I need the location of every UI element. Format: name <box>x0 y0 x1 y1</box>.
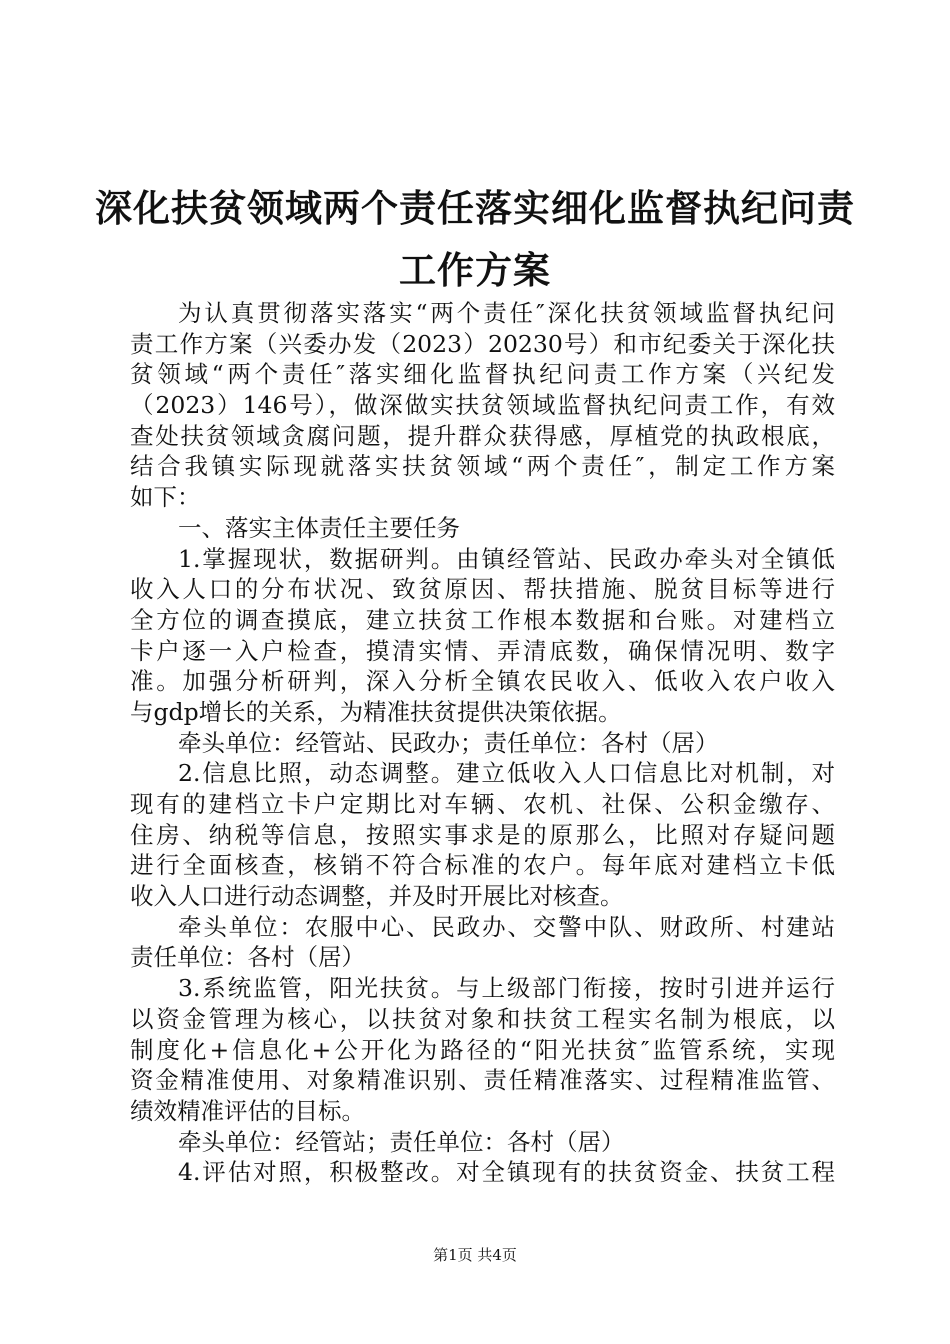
body-text-line: 为认真贯彻落实落实“两个责任″深化扶贫领域监督执纪问 <box>178 299 835 327</box>
body-text-line: 准。加强分析研判，深入分析全镇农民收入、低收入农户收入 <box>130 667 835 696</box>
body-text-line: 结合我镇实际现就落实扶贫领域“两个责任″，制定工作方案 <box>130 452 835 481</box>
body-text-line: 责任单位：各村（居） <box>130 943 365 972</box>
body-text-line: 卡户逐一入户检查，摸清实情、弄清底数，确保情况明、数字 <box>130 636 835 665</box>
body-text-line: 绩效精准评估的目标。 <box>130 1096 365 1125</box>
body-text-line: 收入人口的分布状况、致贫原因、帮扶措施、脱贫目标等进行 <box>130 575 835 604</box>
body-text-line: 现有的建档立卡户定期比对车辆、农机、社保、公积金缴存、 <box>130 790 835 818</box>
body-text-line: 进行全面核查，核销不符合标准的农户。每年底对建档立卡低 <box>130 851 835 880</box>
document-title-line-1: 深化扶贫领域两个责任落实细化监督执纪问责 <box>95 186 855 230</box>
body-text-line: 3.系统监管，阳光扶贫。与上级部门衔接，按时引进并运行 <box>178 974 835 1003</box>
document-body <box>130 298 835 1188</box>
body-text-line: 与gdp增长的关系，为精准扶贫提供决策依据。 <box>130 697 622 726</box>
body-text-line: 4.评估对照，积极整改。对全镇现有的扶贫资金、扶贫工程 <box>178 1158 835 1187</box>
body-text-line: 以资金管理为核心，以扶贫对象和扶贫工程实名制为根底，以 <box>130 1004 835 1033</box>
body-text-line: 责工作方案（兴委办发（2023）20230号）和市纪委关于深化扶 <box>130 329 835 358</box>
body-text-line: （2023）146号），做深做实扶贫领域监督执纪问责工作，有效 <box>130 391 835 420</box>
body-text-line: 查处扶贫领域贪腐问题，提升群众获得感，厚植党的执政根底， <box>130 421 835 450</box>
body-text-line: 贫领域“两个责任″落实细化监督执纪问责工作方案（兴纪发 <box>130 360 835 389</box>
body-text-line: 1.掌握现状，数据研判。由镇经管站、民政办牵头对全镇低 <box>178 544 835 573</box>
body-text-line: 收入人口进行动态调整，并及时开展比对核查。 <box>130 882 624 911</box>
document-title-line-2: 工作方案 <box>399 248 551 292</box>
body-text-line: 如下： <box>130 483 201 512</box>
page-footer: 第1页 共4页 <box>433 1246 517 1264</box>
body-text-line: 牵头单位：农服中心、民政办、交警中队、财政所、村建站 <box>178 912 835 941</box>
body-text-line: 住房、纳税等信息，按照实事求是的原那么，比照对存疑问题 <box>130 820 835 849</box>
body-text-line: 一、落实主体责任主要任务 <box>178 513 460 542</box>
body-text-line: 资金精准使用、对象精准识别、责任精准落实、过程精准监管、 <box>130 1066 835 1095</box>
body-text-line: 制度化+信息化+公开化为路径的“阳光扶贫″监管系统，实现 <box>130 1035 835 1064</box>
body-text-line: 牵头单位：经管站；责任单位：各村（居） <box>178 1127 625 1156</box>
body-text-line: 牵头单位：经管站、民政办；责任单位：各村（居） <box>178 728 719 757</box>
body-text-line: 全方位的调查摸底，建立扶贫工作根本数据和台账。对建档立 <box>130 605 835 634</box>
body-text-line: 2.信息比照，动态调整。建立低收入人口信息比对机制，对 <box>178 759 835 788</box>
